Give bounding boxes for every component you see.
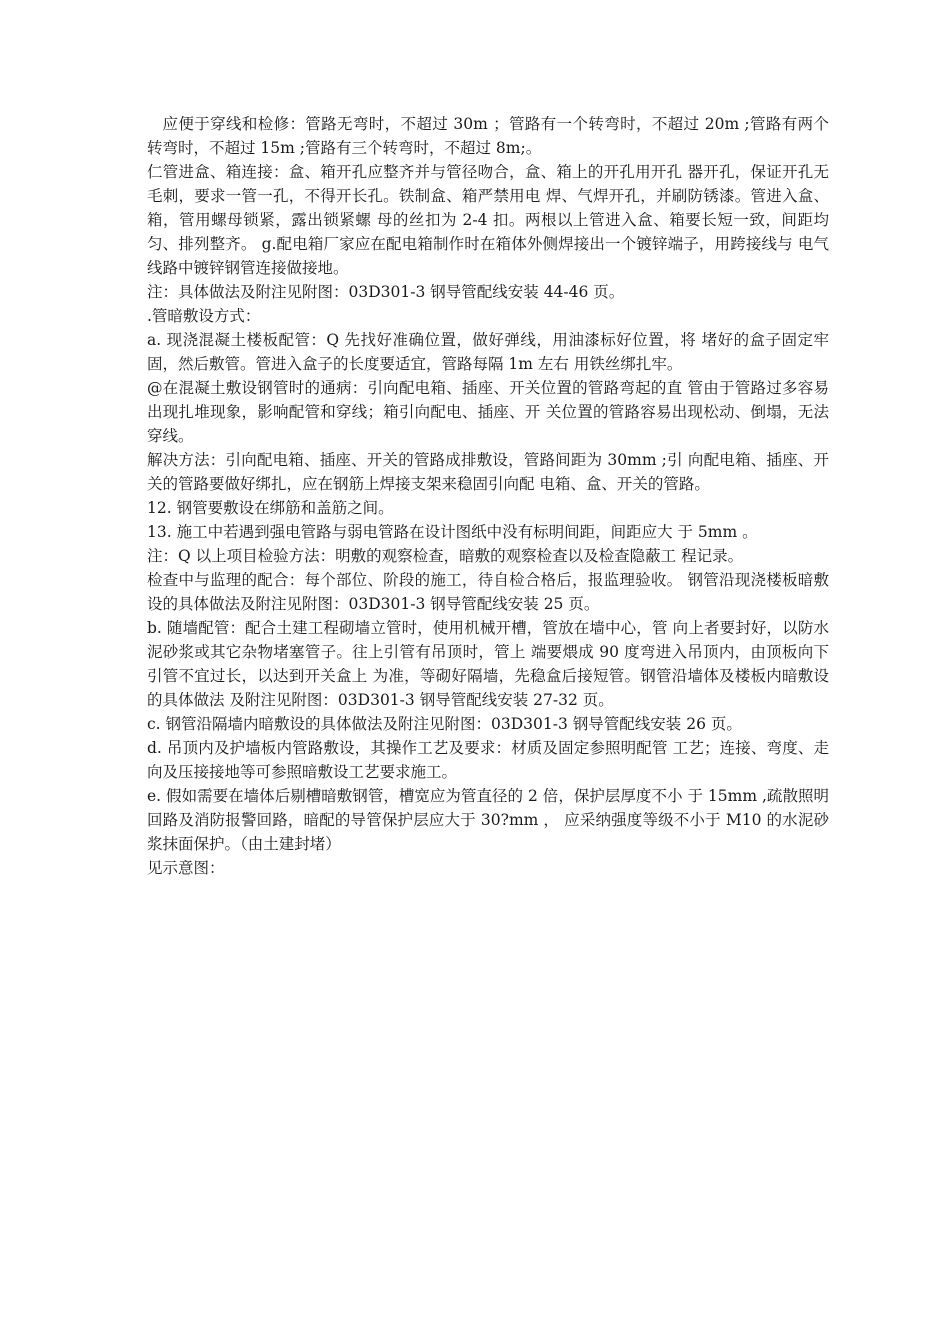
- document-body: [147, 112, 829, 880]
- paragraph-item-12: 12. 钢管要敷设在绑筋和盖筋之间。: [147, 499, 394, 517]
- paragraph-item-b: b. 随墙配管：配合土建工程砌墙立管时，使用机械开槽，管放在墙中心，管 向上者要封好，以防水泥砂浆或其它杂物堵塞管子。往上引管有吊顶时，管上 端要煨成 90 度弯进入吊顶内，由顶板向下引管不宜过长，以达到开关盒上 为准，等砌好隔墙，先稳盒后接短管。钢管沿墙体及楼板内暗敷设的具体做法 及附注见附图：03D301-3 钢导管配线安装 27-32 页。: [147, 619, 829, 709]
- paragraph-item-e: e. 假如需要在墙体后剔槽暗敷钢管，槽宽应为管直径的 2 倍，保护层厚度不小 于 15mm ,疏散照明回路及消防报警回路，暗配的导管保护层应大于 30?mm ， 应采纳强度等级不小于 M10 的水泥砂浆抹面保护。（由土建封堵）: [147, 787, 829, 853]
- paragraph-see-diagram: 见示意图：: [147, 859, 225, 877]
- paragraph-item-c: c. 钢管沿隔墙内暗敷设的具体做法及附注见附图：03D301-3 钢导管配线安装 26 页。: [147, 715, 742, 733]
- section-heading-concealed-laying: .管暗敷设方式：: [147, 307, 261, 325]
- paragraph-solution: 解决方法：引向配电箱、插座、开关的管路成排敷设，管路间距为 30mm ;引 向配电箱、插座、开关的管路要做好绑扎，应在钢筋上焊接支架来稳固引向配 电箱、盒、开关的管路。: [147, 451, 829, 493]
- paragraph-supervision: 检查中与监理的配合：每个部位、阶段的施工，待自检合格后，报监理验收。 钢管沿现浇楼板暗敷设的具体做法及附注见附图：03D301-3 钢导管配线安装 25 页。: [147, 571, 829, 613]
- paragraph-item-d: d. 吊顶内及护墙板内管路敷设，其操作工艺及要求：材质及固定参照明配管 工艺；连接、弯度、走向及压接接地等可参照暗敷设工艺要求施工。: [147, 739, 829, 781]
- paragraph-item-13: 13. 施工中若遇到强电管路与弱电管路在设计图纸中没有标明间距，间距应大 于 5mm 。: [147, 523, 758, 541]
- paragraph-inspection-note: 注：Q 以上项目检验方法：明敷的观察检查，暗敷的观察检查以及检查隐蔽工 程记录。: [147, 547, 744, 565]
- paragraph-routing-length: 应便于穿线和检修：管路无弯时，不超过 30m ；管路有一个转弯时，不超过 20m ;管路有两个转弯时，不超过 15m ;管路有三个转弯时，不超过 8m;。: [147, 115, 829, 157]
- paragraph-box-connection: 仁管进盒、箱连接：盒、箱开孔应整齐并与管径吻合，盒、箱上的开孔用开孔 器开孔，保证开孔无毛刺，要求一管一孔，不得开长孔。铁制盒、箱严禁用电 焊、气焊开孔，并刷防锈漆。管进入盒、箱，管用螺母锁紧，露出锁紧螺 母的丝扣为 2-4 扣。两根以上管进入盒、箱要长短一致，间距均匀、排列整齐。 g.配电箱厂家应在配电箱制作时在箱体外侧焊接出一个镀锌端子，用跨接线与 电气线路中镀锌钢管连接做接地。: [147, 163, 829, 277]
- paragraph-note-44-46: 注：具体做法及附注见附图：03D301-3 钢导管配线安装 44-46 页。: [147, 283, 625, 301]
- paragraph-item-a: a. 现浇混凝土楼板配管：Q 先找好准确位置，做好弹线，用油漆标好位置，将 堵好的盒子固定牢固，然后敷管。管进入盒子的长度要适宜，管路每隔 1m 左右 用铁丝绑扎牢。: [147, 331, 829, 373]
- paragraph-common-defects: @在混凝土敷设钢管时的通病：引向配电箱、插座、开关位置的管路弯起的直 管由于管路过多容易出现扎堆现象，影响配管和穿线；箱引向配电、插座、开 关位置的管路容易出现松动、倒塌，无法穿线。: [147, 379, 829, 445]
